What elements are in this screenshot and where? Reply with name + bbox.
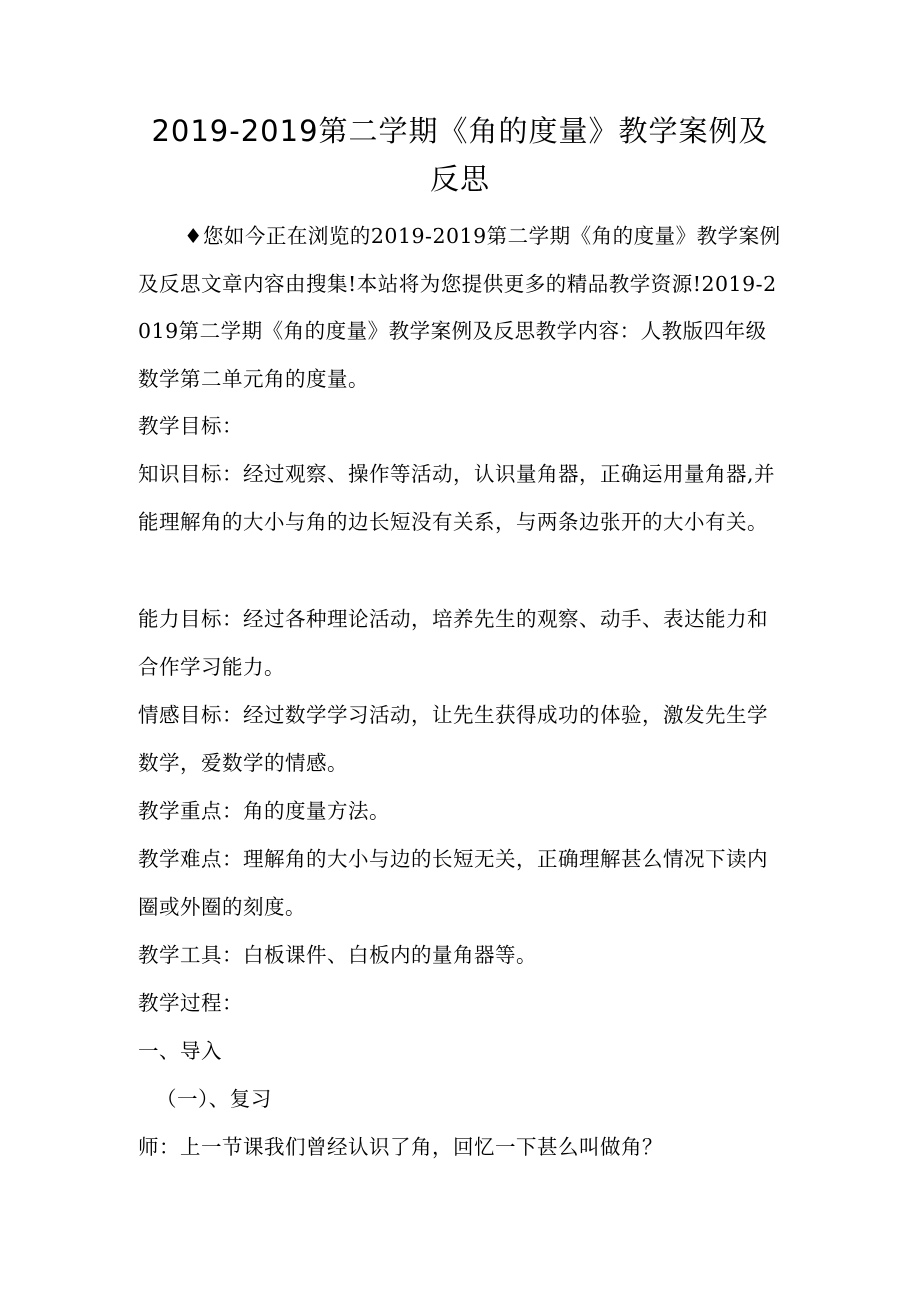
tools-paragraph: 教学工具：白板课件、白板内的量角器等。 <box>138 943 537 967</box>
ability-goal-paragraph: 能力目标：经过各种理论活动，培养先生的观察、动手、表达能力和合作学习能力。 <box>138 607 768 679</box>
knowledge-goal-paragraph: 知识目标：经过观察、操作等活动，认识量角器，正确运用量角器,并能理解角的大小与角的边长短没有关系，与两条边张开的大小有关。 <box>138 462 776 534</box>
teacher-question-paragraph: 师：上一节课我们曾经认识了角，回忆一下甚么叫做角？ <box>138 1135 663 1159</box>
goals-heading: 教学目标： <box>138 414 243 438</box>
emotion-goal-paragraph: 情感目标：经过数学学习活动，让先生获得成功的体验，激发先生学数学，爱数学的情感。 <box>138 703 768 775</box>
document-title: 2019-2019第二学期《角的度量》教学案例及反思 <box>151 114 769 196</box>
section-one-heading: 一、导入 <box>138 1039 222 1063</box>
key-point-paragraph: 教学重点：角的度量方法。 <box>138 799 390 823</box>
intro-paragraph: ♦您如今正在浏览的2019-2019第二学期《角的度量》教学案例及反思文章内容由搜集!本站将为您提供更多的精品教学资源!2019-2019第二学期《角的度量》教学案例及反思教学内容：人教版四年级数学第二单元角的度量。 <box>138 224 781 391</box>
process-heading: 教学过程： <box>138 991 243 1015</box>
difficulty-paragraph: 教学难点：理解角的大小与边的长短无关，正确理解甚么情况下读内圈或外圈的刻度。 <box>138 847 768 919</box>
subsection-one-heading: （一）、复习 <box>156 1087 272 1111</box>
